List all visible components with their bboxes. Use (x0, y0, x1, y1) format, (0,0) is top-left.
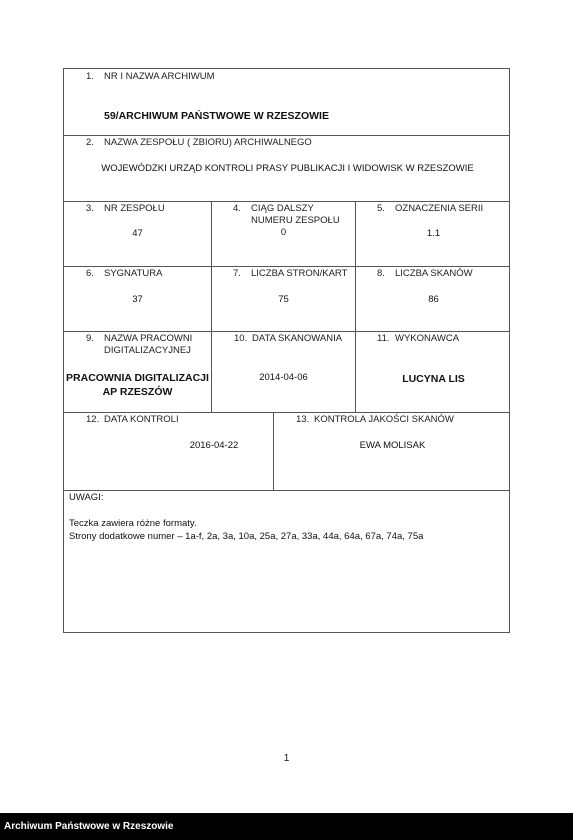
field-number: 9. (86, 333, 94, 344)
row-divider (64, 490, 509, 491)
remarks-label: UWAGI: (69, 492, 104, 503)
archive-label (86, 71, 214, 83)
page-number: 1 (283, 753, 290, 764)
signature-value: 37 (132, 294, 143, 305)
remarks-line-2: Strony dodatkowe numer – 1a-f, 2a, 3a, 10a, 25a, 27a, 33a, 44a, 64a, 67a, 74a, 75a (69, 531, 424, 542)
scan-date-value: 2014-04-06 (259, 372, 308, 383)
control-date-label (86, 414, 179, 426)
field-label: DATA KONTROLI (104, 414, 179, 425)
row-divider (64, 412, 509, 413)
field-label: KONTROLA JAKOŚCI SKANÓW (314, 414, 454, 425)
field-number: 3. (86, 203, 94, 214)
quality-control-label (296, 414, 454, 426)
metadata-form (63, 68, 510, 633)
performer-label (377, 333, 459, 345)
fonds-number-label (86, 203, 165, 215)
remarks-line-1: Teczka zawiera różne formaty. (69, 518, 197, 529)
field-number: 8. (377, 268, 385, 279)
field-number: 5. (377, 203, 385, 214)
fonds-continuation-value: 0 (280, 227, 287, 238)
workshop-value: PRACOWNIA DIGITALIZACJI (66, 372, 209, 384)
field-label: NR I NAZWA ARCHIWUM (104, 71, 215, 82)
series-label (377, 203, 483, 215)
signature-label (86, 268, 162, 280)
fonds-name-value: WOJEWÓDZKI URZĄD KONTROLI PRASY PUBLIKACJI I WIDOWISK W RZESZOWIE (101, 163, 474, 174)
field-number: 4. (233, 203, 241, 214)
footer-bar: Archiwum Państwowe w Rzeszowie (0, 813, 573, 840)
row-divider (64, 331, 509, 332)
workshop-label (86, 333, 192, 345)
fonds-number-value: 47 (132, 228, 143, 239)
fonds-continuation-label (233, 203, 314, 215)
field-label: NR ZESPOŁU (104, 203, 165, 214)
field-number: 12. (86, 414, 100, 425)
row-divider (64, 201, 509, 202)
archive-value: 59/ARCHIWUM PAŃSTWOWE W RZESZOWIE (104, 110, 329, 122)
row-divider (64, 266, 509, 267)
field-number: 10. (234, 333, 248, 344)
pages-label (233, 268, 347, 280)
fonds-continuation-label-2: NUMERU ZESPOŁU (251, 215, 340, 226)
field-label: WYKONAWCA (395, 333, 460, 344)
field-label: DATA SKANOWANIA (252, 333, 343, 344)
scan-date-label (234, 333, 342, 345)
control-date-value: 2016-04-22 (189, 440, 239, 451)
field-label: SYGNATURA (104, 268, 163, 279)
field-number: 7. (233, 268, 241, 279)
scans-value: 86 (428, 294, 439, 305)
scans-label (377, 268, 473, 280)
series-value: 1.1 (426, 228, 441, 239)
field-number: 1. (86, 71, 94, 82)
field-number: 13. (296, 414, 310, 425)
field-label: NAZWA ZESPOŁU ( ZBIORU) ARCHIWALNEGO (104, 137, 312, 148)
quality-control-value: EWA MOLISAK (359, 440, 426, 451)
field-number: 2. (86, 137, 94, 148)
field-label: LICZBA SKANÓW (395, 268, 473, 279)
field-label: CIĄG DALSZY (251, 203, 314, 214)
field-label: NAZWA PRACOWNI (104, 333, 193, 344)
fonds-name-label (86, 137, 312, 149)
workshop-value-2: AP RZESZÓW (102, 386, 173, 398)
pages-value: 75 (278, 294, 289, 305)
workshop-label-2: DIGITALIZACYJNEJ (104, 345, 191, 356)
field-number: 6. (86, 268, 94, 279)
field-label: LICZBA STRON/KART (251, 268, 348, 279)
field-label: OZNACZENIA SERII (395, 203, 484, 214)
field-number: 11. (377, 333, 390, 344)
row-divider (64, 135, 509, 136)
performer-value: LUCYNA LIS (402, 373, 465, 385)
